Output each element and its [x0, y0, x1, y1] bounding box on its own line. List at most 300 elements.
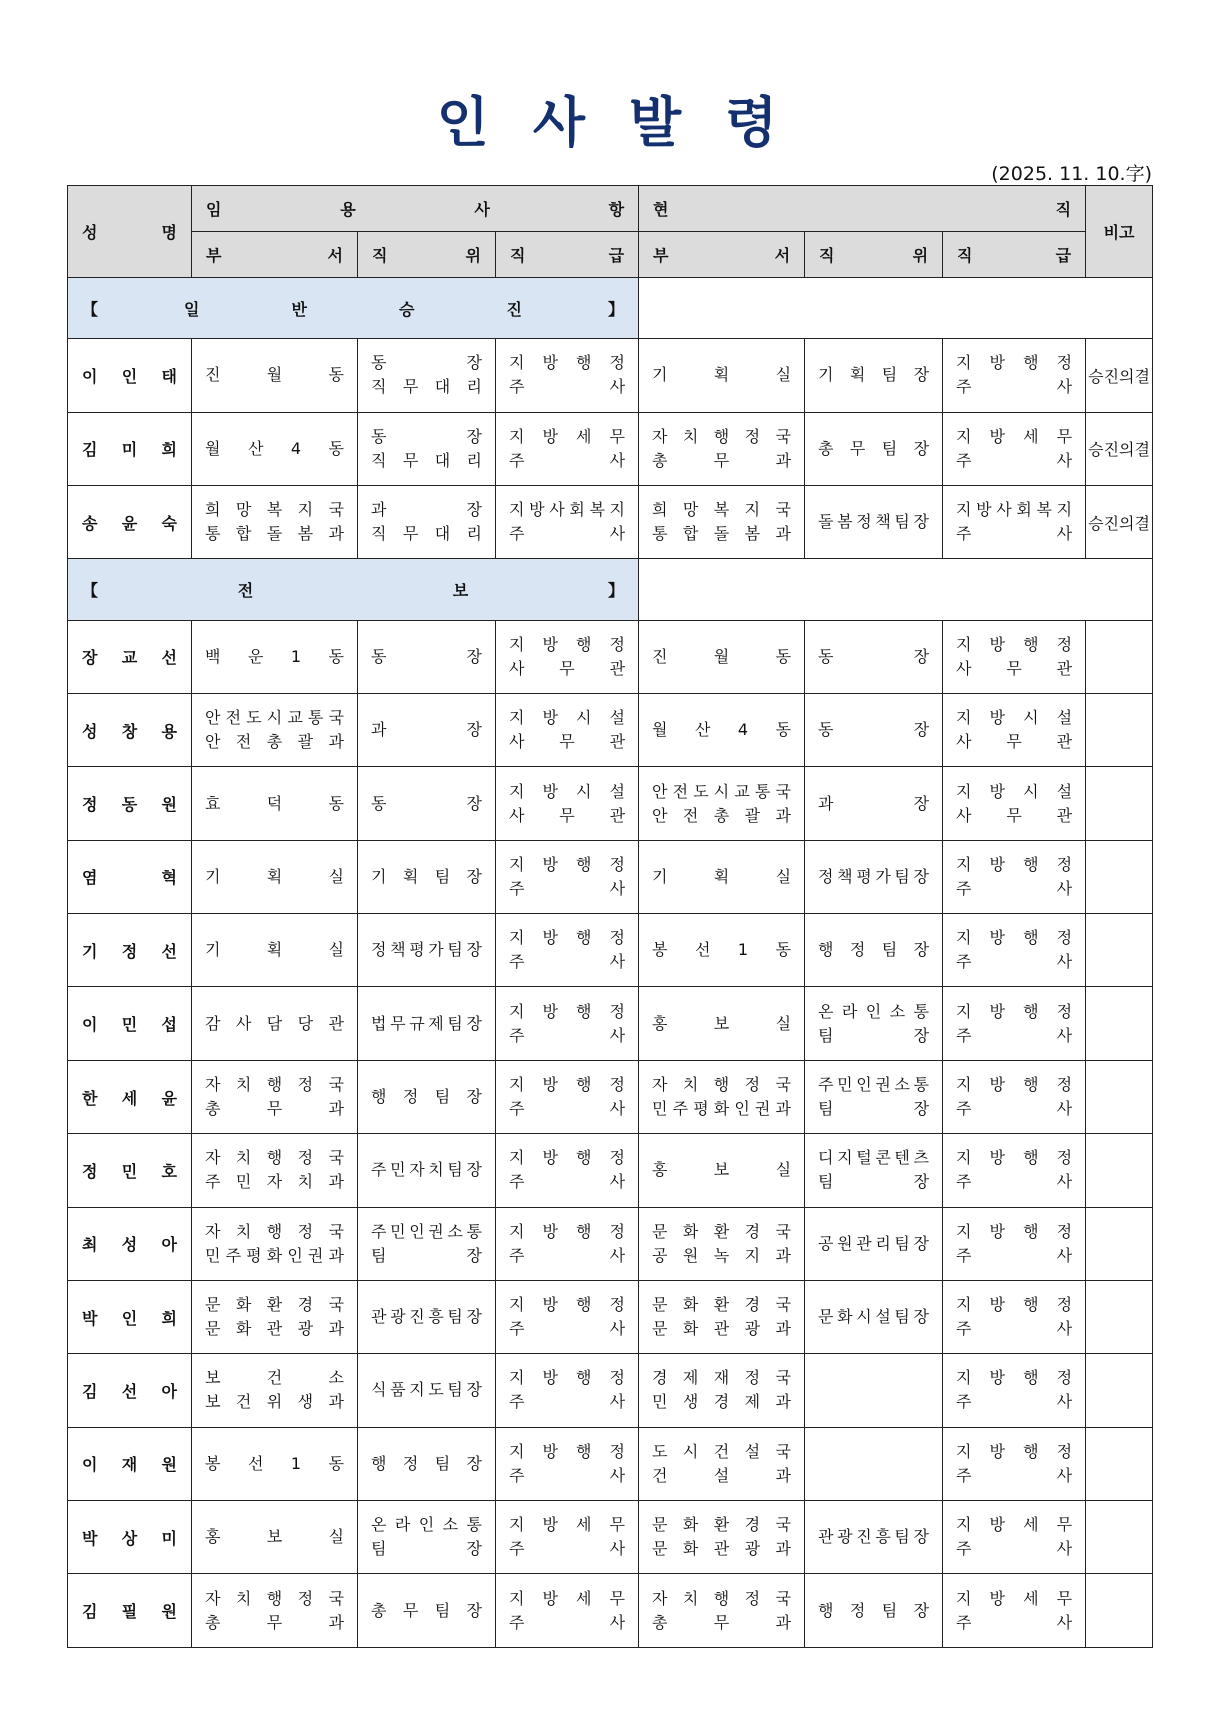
- new-position: [358, 1574, 496, 1648]
- current-grade: [943, 840, 1086, 913]
- cell-line: 주 사: [509, 377, 626, 397]
- cell-line: 주 사: [509, 878, 626, 898]
- person-name: [68, 1280, 192, 1353]
- cell-line: 자 치 행 정 국: [205, 1221, 344, 1241]
- cell-line: 문 화 관 광 과: [652, 1319, 791, 1339]
- cell-line: 주 사: [509, 1099, 626, 1118]
- new-position: [358, 339, 496, 412]
- cell-line: 지 방 행 정: [509, 353, 626, 373]
- cell-line: 월 산 4 동: [652, 720, 792, 740]
- note: [1086, 1574, 1153, 1648]
- new-position: [358, 1207, 496, 1280]
- table-row: [68, 1500, 1153, 1573]
- table-row: [68, 486, 1153, 559]
- cell-line: 주 사: [956, 1099, 1073, 1118]
- cell-line: 주 사: [956, 1392, 1073, 1412]
- cell-line: 주 사: [956, 878, 1073, 898]
- note: 승진의결: [1086, 339, 1153, 412]
- cell-line: 총 무 과: [652, 1612, 792, 1632]
- cell-line: 지 방 사 회 복 지: [956, 500, 1073, 520]
- cell-line: 사 무 관: [956, 732, 1073, 752]
- cell-line: 주 사: [509, 1245, 626, 1265]
- new-grade: [496, 1060, 639, 1133]
- person-name-text: 송 윤 숙: [82, 513, 177, 533]
- cell-line: 진 월 동: [652, 646, 792, 666]
- new-grade: [496, 486, 639, 559]
- cell-line: 기 획 실: [652, 365, 792, 385]
- cell-line: 팀 장: [371, 1539, 482, 1559]
- table-row: [68, 987, 1153, 1060]
- current-position: [805, 914, 943, 987]
- cell-line: 동 장: [371, 426, 482, 446]
- new-grade: [496, 1427, 639, 1500]
- cell-line: 지 방 행 정: [956, 1221, 1073, 1241]
- header-note: 비고: [1086, 186, 1153, 278]
- header-new-grade: 직 급: [496, 231, 639, 277]
- cell-line: 건 설 과: [652, 1465, 792, 1485]
- section-label: [68, 277, 639, 338]
- cell-line: 자 치 행 정 국: [652, 426, 791, 446]
- person-name: [68, 1354, 192, 1427]
- table-row: [68, 840, 1153, 913]
- current-position: [805, 767, 943, 840]
- cell-line: 주 사: [509, 524, 626, 544]
- person-name: [68, 914, 192, 987]
- cell-line: 지 방 행 정: [509, 928, 626, 948]
- header-cur-dept: 부 서: [639, 231, 805, 277]
- new-dept: [192, 914, 358, 987]
- cell-line: 공 원 관 리 팀 장: [818, 1233, 929, 1253]
- current-grade: [943, 1574, 1086, 1648]
- cell-line: 사 무 관: [509, 805, 626, 825]
- new-position: [358, 1354, 496, 1427]
- table-row: [68, 339, 1153, 412]
- person-name-text: 이 재 원: [82, 1455, 177, 1475]
- current-grade: [943, 1280, 1086, 1353]
- new-position: [358, 1427, 496, 1500]
- cell-line: 돌 봄 정 책 팀 장: [818, 512, 929, 532]
- current-dept: [639, 412, 805, 485]
- cell-line: 민 생 경 제 과: [652, 1392, 791, 1412]
- current-grade: [943, 914, 1086, 987]
- new-position: [358, 1134, 496, 1207]
- person-name-text: 이 인 태: [82, 366, 177, 386]
- cell-line: 사 무 관: [509, 732, 626, 752]
- person-name-text: 정 민 호: [82, 1161, 177, 1181]
- cell-line: 자 치 행 정 국: [205, 1148, 344, 1168]
- cell-line: 정 책 평 가 팀 장: [371, 940, 482, 960]
- current-dept: [639, 767, 805, 840]
- person-name-text: 김 필 원: [82, 1602, 177, 1622]
- current-grade: [943, 412, 1086, 485]
- cell-line: 디 지 털 콘 텐 츠: [818, 1148, 929, 1168]
- current-position: [805, 1500, 943, 1573]
- table-row: [68, 1280, 1153, 1353]
- cell-line: 보 건 위 생 과: [205, 1392, 344, 1412]
- cell-line: 총 무 과: [205, 1099, 344, 1118]
- note: [1086, 620, 1153, 693]
- table-row: [68, 1574, 1153, 1648]
- current-position: [805, 1574, 943, 1648]
- cell-line: 팀 장: [818, 1025, 930, 1045]
- header-cur-position: 직 위: [805, 231, 943, 277]
- new-dept: [192, 339, 358, 412]
- cell-line: 홍 보 실: [205, 1527, 344, 1547]
- cell-line: 봉 선 1 동: [205, 1453, 344, 1473]
- cell-line: 경 제 재 정 국: [652, 1368, 791, 1388]
- new-grade: [496, 412, 639, 485]
- current-grade: [943, 1207, 1086, 1280]
- new-dept: [192, 767, 358, 840]
- new-dept: [192, 1574, 358, 1648]
- cell-line: 지 방 행 정: [509, 1148, 626, 1168]
- cell-line: 공 원 녹 지 과: [652, 1245, 791, 1265]
- cell-line: 문 화 환 경 국: [205, 1295, 344, 1315]
- cell-line: 사 무 관: [956, 658, 1073, 678]
- note: 승진의결: [1086, 412, 1153, 485]
- note: [1086, 1500, 1153, 1573]
- current-grade: [943, 1427, 1086, 1500]
- new-dept: [192, 1427, 358, 1500]
- cell-line: 주 사: [956, 1245, 1073, 1265]
- cell-line: 지 방 행 정: [956, 854, 1073, 874]
- cell-line: 행 정 팀 장: [371, 1453, 482, 1473]
- note: [1086, 694, 1153, 767]
- bracket-close: 】: [608, 581, 625, 601]
- cell-line: 지 방 시 설: [509, 781, 626, 801]
- current-grade: [943, 987, 1086, 1060]
- cell-line: 문 화 관 광 과: [652, 1539, 791, 1559]
- cell-line: 지 방 사 회 복 지: [509, 500, 626, 520]
- current-grade: [943, 339, 1086, 412]
- cell-line: 진 월 동: [205, 365, 344, 385]
- note: [1086, 1354, 1153, 1427]
- person-name-text: 한 세 윤: [82, 1088, 177, 1108]
- cell-line: 행 정 팀 장: [371, 1087, 482, 1106]
- section-title: 일 반 승 진: [184, 299, 522, 319]
- current-dept: [639, 1427, 805, 1500]
- cell-line: 주 사: [509, 1319, 626, 1339]
- new-dept: [192, 1060, 358, 1133]
- cell-line: 지 방 세 무: [956, 1588, 1073, 1608]
- current-position: [805, 1280, 943, 1353]
- cell-line: 지 방 행 정: [509, 854, 626, 874]
- new-grade: [496, 767, 639, 840]
- current-position: [805, 339, 943, 412]
- header-appointment: 임 용 사 항: [192, 186, 639, 232]
- cell-line: 지 방 행 정: [509, 1441, 626, 1461]
- cell-line: 지 방 세 무: [509, 1515, 626, 1535]
- cell-line: 총 무 팀 장: [818, 438, 930, 458]
- note: [1086, 767, 1153, 840]
- current-dept: [639, 1207, 805, 1280]
- new-grade: [496, 1354, 639, 1427]
- current-position: [805, 1060, 943, 1133]
- person-name: [68, 339, 192, 412]
- bracket-open: 【: [82, 581, 99, 601]
- cell-line: 도 시 건 설 국: [652, 1441, 791, 1461]
- table-row: [68, 767, 1153, 840]
- note: [1086, 914, 1153, 987]
- cell-line: 주 사: [956, 1172, 1073, 1192]
- cell-line: 지 방 행 정: [956, 634, 1073, 654]
- cell-line: 지 방 행 정: [509, 634, 626, 654]
- section-title: 전 보: [237, 581, 469, 601]
- cell-line: 주 사: [956, 450, 1073, 470]
- person-name-text: 정 동 원: [82, 795, 177, 815]
- cell-line: 주 사: [956, 377, 1073, 397]
- cell-line: 법 무 규 제 팀 장: [371, 1013, 482, 1033]
- note: [1086, 840, 1153, 913]
- table-row: [68, 694, 1153, 767]
- cell-line: 주 사: [509, 450, 626, 470]
- cell-line: 지 방 행 정: [956, 1001, 1073, 1021]
- cell-line: 지 방 세 무: [956, 1515, 1073, 1535]
- current-grade: [943, 486, 1086, 559]
- cell-line: 지 방 행 정: [956, 1148, 1073, 1168]
- cell-line: 주 민 인 권 소 통: [371, 1221, 482, 1241]
- new-dept: [192, 486, 358, 559]
- cell-line: 팀 장: [818, 1099, 930, 1118]
- cell-line: 민 주 평 화 인 권 과: [652, 1099, 791, 1118]
- current-grade: [943, 1134, 1086, 1207]
- cell-line: 직 무 대 리: [371, 377, 482, 397]
- new-position: [358, 486, 496, 559]
- current-dept: [639, 840, 805, 913]
- cell-line: 주 사: [509, 952, 626, 972]
- table-row: [68, 412, 1153, 485]
- cell-line: 과 장: [371, 720, 482, 740]
- new-position: [358, 412, 496, 485]
- person-name: [68, 486, 192, 559]
- current-position: [805, 1207, 943, 1280]
- person-name-text: 염 혁: [82, 868, 177, 888]
- table-row: [68, 1354, 1153, 1427]
- current-dept: [639, 486, 805, 559]
- new-dept: [192, 1134, 358, 1207]
- current-position: [805, 694, 943, 767]
- cell-line: 총 무 과: [205, 1612, 344, 1632]
- cell-line: 관 광 진 흥 팀 장: [371, 1307, 482, 1327]
- cell-line: 기 획 실: [205, 940, 344, 960]
- person-name: [68, 1574, 192, 1648]
- person-name: [68, 412, 192, 485]
- new-grade: [496, 1207, 639, 1280]
- cell-line: 정 책 평 가 팀 장: [818, 866, 929, 886]
- cell-line: 총 무 팀 장: [371, 1600, 482, 1620]
- cell-line: 민 주 평 화 인 권 과: [205, 1245, 344, 1265]
- header-name: 성 명: [68, 186, 192, 278]
- cell-line: 안 전 도 시 교 통 국: [205, 708, 344, 728]
- note: [1086, 1207, 1153, 1280]
- person-name-text: 박 인 희: [82, 1308, 177, 1328]
- person-name: [68, 1500, 192, 1573]
- cell-line: 직 무 대 리: [371, 450, 482, 470]
- new-position: [358, 1060, 496, 1133]
- cell-line: 지 방 행 정: [509, 1295, 626, 1315]
- page-title: 인사발령: [436, 91, 822, 154]
- current-grade: [943, 1500, 1086, 1573]
- new-dept: [192, 1354, 358, 1427]
- table-row: [68, 1207, 1153, 1280]
- new-grade: [496, 914, 639, 987]
- cell-line: 지 방 행 정: [509, 1368, 626, 1388]
- person-name-text: 기 정 선: [82, 941, 177, 961]
- bracket-open: 【: [82, 299, 99, 319]
- current-dept: [639, 914, 805, 987]
- person-name: [68, 620, 192, 693]
- cell-line: 지 방 세 무: [509, 426, 626, 446]
- note: [1086, 1060, 1153, 1133]
- new-grade: [496, 987, 639, 1060]
- cell-line: 문 화 환 경 국: [652, 1221, 791, 1241]
- new-grade: [496, 1280, 639, 1353]
- new-dept: [192, 412, 358, 485]
- person-name-text: 최 성 아: [82, 1235, 177, 1255]
- cell-line: 주 사: [956, 1319, 1073, 1339]
- cell-line: 문 화 시 설 팀 장: [818, 1307, 929, 1327]
- current-position: [805, 840, 943, 913]
- cell-line: 주 사: [956, 1025, 1073, 1045]
- cell-line: 통 합 돌 봄 과: [652, 524, 791, 544]
- cell-line: 총 무 과: [652, 450, 792, 470]
- current-grade: [943, 620, 1086, 693]
- new-grade: [496, 1574, 639, 1648]
- cell-line: 과 장: [818, 793, 930, 813]
- cell-line: 문 화 환 경 국: [652, 1295, 791, 1315]
- cell-line: 동 장: [818, 720, 930, 740]
- current-dept: [639, 620, 805, 693]
- current-position: [805, 987, 943, 1060]
- current-grade: [943, 1354, 1086, 1427]
- cell-line: 지 방 시 설: [956, 708, 1073, 728]
- cell-line: 주 사: [956, 1465, 1073, 1485]
- cell-line: 문 화 관 광 과: [205, 1319, 344, 1339]
- new-grade: [496, 694, 639, 767]
- section-row: [68, 277, 1153, 338]
- current-position: [805, 1427, 943, 1500]
- cell-line: 기 획 팀 장: [371, 866, 482, 886]
- cell-line: 주 민 자 치 팀 장: [371, 1160, 482, 1180]
- table-row: [68, 1060, 1153, 1133]
- cell-line: 식 품 지 도 팀 장: [371, 1380, 482, 1400]
- cell-line: 백 운 1 동: [205, 646, 344, 666]
- cell-line: 주 사: [509, 1539, 626, 1559]
- person-name-text: 장 교 선: [82, 648, 177, 668]
- person-name: [68, 1134, 192, 1207]
- current-dept: [639, 694, 805, 767]
- current-dept: [639, 1060, 805, 1133]
- table-row: [68, 914, 1153, 987]
- person-name-text: 김 미 희: [82, 440, 177, 460]
- cell-line: 팀 장: [818, 1172, 930, 1192]
- person-name: [68, 1207, 192, 1280]
- new-grade: [496, 1500, 639, 1573]
- cell-line: 주 사: [509, 1025, 626, 1045]
- current-grade: [943, 1060, 1086, 1133]
- cell-line: 보 건 소: [205, 1368, 344, 1388]
- current-dept: [639, 1280, 805, 1353]
- cell-line: 문 화 환 경 국: [652, 1515, 791, 1535]
- new-grade: [496, 339, 639, 412]
- person-name: [68, 1427, 192, 1500]
- current-dept: [639, 1354, 805, 1427]
- person-name: [68, 987, 192, 1060]
- cell-line: 안 전 총 괄 과: [652, 805, 791, 825]
- cell-line: 효 덕 동: [205, 793, 344, 813]
- cell-line: 월 산 4 동: [205, 438, 344, 458]
- note: 승진의결: [1086, 486, 1153, 559]
- header-current: 현 직: [639, 186, 1086, 232]
- cell-line: 지 방 행 정: [956, 1368, 1073, 1388]
- current-grade: [943, 767, 1086, 840]
- cell-line: 주 사: [956, 1612, 1073, 1632]
- cell-line: 지 방 행 정: [956, 353, 1073, 373]
- cell-line: 자 치 행 정 국: [205, 1075, 344, 1094]
- cell-line: 안 전 도 시 교 통 국: [652, 781, 791, 801]
- new-grade: [496, 620, 639, 693]
- cell-line: 통 합 돌 봄 과: [205, 524, 344, 544]
- cell-line: 안 전 총 괄 과: [205, 732, 344, 752]
- new-dept: [192, 620, 358, 693]
- cell-line: 행 정 팀 장: [818, 940, 930, 960]
- cell-line: 주 사: [509, 1465, 626, 1485]
- cell-line: 홍 보 실: [652, 1013, 792, 1033]
- personnel-table: [67, 185, 1153, 1648]
- table-row: [68, 1427, 1153, 1500]
- section-blank: [639, 559, 1153, 620]
- cell-line: 지 방 행 정: [509, 1075, 626, 1094]
- new-grade: [496, 840, 639, 913]
- new-position: [358, 840, 496, 913]
- person-name-text: 김 선 아: [82, 1381, 177, 1401]
- person-name: [68, 840, 192, 913]
- table-row: [68, 620, 1153, 693]
- cell-line: 지 방 행 정: [956, 928, 1073, 948]
- cell-line: 홍 보 실: [652, 1160, 792, 1180]
- cell-line: 기 획 실: [652, 866, 792, 886]
- current-position: [805, 412, 943, 485]
- new-dept: [192, 1280, 358, 1353]
- cell-line: 팀 장: [371, 1245, 482, 1265]
- cell-line: 온 라 인 소 통: [371, 1515, 482, 1535]
- cell-line: 주 사: [509, 1612, 626, 1632]
- current-dept: [639, 1574, 805, 1648]
- cell-line: 자 치 행 정 국: [652, 1075, 791, 1094]
- person-name: [68, 694, 192, 767]
- cell-line: 동 장: [371, 353, 482, 373]
- note: [1086, 1427, 1153, 1500]
- cell-line: 동 장: [818, 646, 930, 666]
- new-position: [358, 767, 496, 840]
- cell-line: 감 사 담 당 관: [205, 1013, 344, 1033]
- cell-line: 동 장: [371, 646, 482, 666]
- new-position: [358, 987, 496, 1060]
- section-row: [68, 559, 1153, 620]
- cell-line: 지 방 시 설: [509, 708, 626, 728]
- cell-line: 주 민 인 권 소 통: [818, 1075, 929, 1094]
- person-name-text: 이 민 섭: [82, 1015, 177, 1035]
- section-label: [68, 559, 639, 620]
- new-position: [358, 620, 496, 693]
- cell-line: 동 장: [371, 793, 482, 813]
- new-position: [358, 1500, 496, 1573]
- note: [1086, 1280, 1153, 1353]
- cell-line: 지 방 행 정: [956, 1295, 1073, 1315]
- cell-line: 주 사: [956, 952, 1073, 972]
- table-row: [68, 1134, 1153, 1207]
- person-name-text: 박 상 미: [82, 1528, 177, 1548]
